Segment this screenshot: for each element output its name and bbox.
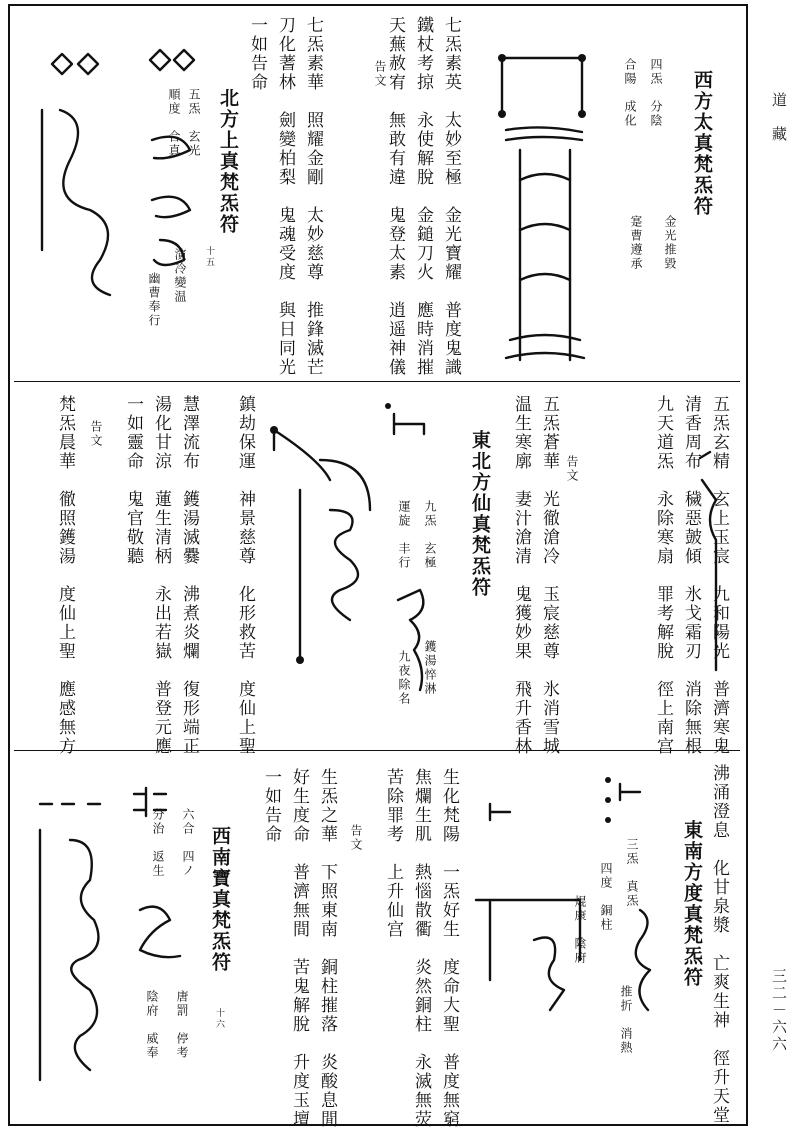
talisman-annotation: 演冷變温 <box>173 248 187 304</box>
talisman-annotation: 合陽 成化 <box>623 58 637 128</box>
page-number: 三二－六六 <box>770 968 788 1053</box>
gaowen-label: 告文 <box>565 455 579 483</box>
talisman-annotation: 九夜除名 <box>397 650 411 706</box>
verse-line: 生炁之華 下照東南 銅柱摧落 炎酸息閒 <box>317 768 337 1129</box>
talisman-glyph-southeast <box>600 770 670 1100</box>
section-divider-2 <box>14 750 740 751</box>
talisman-glyph-east-north-upper <box>380 400 440 700</box>
verse-line: 七炁素華 照耀金剛 太妙慈尊 推鋒滅芒 <box>303 16 323 377</box>
verse-line: 生化梵陽 一炁好生 度命大聖 普度無窮 <box>439 768 459 1129</box>
verse-line: 好生度命 普濟無間 苦鬼解脫 升度玉壇 <box>289 768 309 1129</box>
verse-line: 五炁玄精 玄上玉宸 九和陽光 普濟寒鬼 <box>709 395 729 756</box>
verse-line: 七炁素英 太妙至極 金光寶耀 普度鬼識 <box>441 16 461 377</box>
collection-label: 道 藏 <box>770 92 788 143</box>
gaowen-label: 告文 <box>89 420 103 448</box>
talisman-glyph-southwest <box>30 780 110 1110</box>
command-line: 一如靈命 鬼官敬聽 <box>123 395 143 566</box>
verse-line: 温生寒廓 妻汁滄清 鬼獲妙果 飛升香林 <box>511 395 531 756</box>
talisman-annotation: 五炁 玄光 <box>187 88 201 158</box>
page-mark: 十六 <box>214 1008 224 1030</box>
talisman-annotation: 三炁 真炁 <box>625 838 639 908</box>
verse-line: 天蕪赦宥 無敢有違 鬼登太素 逍遥神儀 <box>385 16 405 377</box>
talisman-glyph-east-north-small <box>694 440 724 680</box>
talisman-glyph-north-small <box>140 40 200 300</box>
talisman-annotation: 寔曹遵承 <box>629 215 643 271</box>
command-line: 一如告命 <box>247 16 267 92</box>
talisman-annotation: 順度 合真 <box>167 88 181 158</box>
verse-line: 九天道炁 永除寒扇 罪考解脫 徑上南宫 <box>653 395 673 756</box>
talisman-title-east-north: 東北方仙真梵炁符 <box>469 430 491 598</box>
talisman-glyph-west <box>490 40 600 370</box>
talisman-annotation: 金光推毀 <box>663 215 677 271</box>
verse-line: 梵炁晨華 徹照鑊湯 度仙上聖 應感無方 <box>55 395 75 756</box>
talisman-glyph-north <box>30 50 130 300</box>
verse-line: 焦爛生肌 熱惱散衢 炎然銅柱 永滅無荧 <box>411 768 431 1129</box>
verse-line: 刀化蓍林 劍變柏梨 鬼魂受度 與日同光 <box>275 16 295 377</box>
talisman-annotation: 四度 銅柱 <box>599 862 613 932</box>
talisman-title-north: 北方上真梵炁符 <box>217 88 239 235</box>
talisman-annotation: 陰府 威奉 <box>145 990 159 1060</box>
section-divider-1 <box>14 381 740 382</box>
talisman-annotation: 幽曹奉行 <box>147 272 161 328</box>
page-mark: 十五 <box>204 246 214 268</box>
talisman-title-west: 西方太真梵炁符 <box>691 70 713 217</box>
gaowen-label: 告文 <box>373 60 387 88</box>
verse-line: 苦除罪考 上升仙宫 <box>383 768 403 939</box>
talisman-annotation: 九炁 玄極 <box>423 500 437 570</box>
talisman-glyph-east-north <box>260 420 380 670</box>
talisman-glyph-southeast-large <box>470 790 590 1100</box>
talisman-annotation: 運旋 丰行 <box>397 500 411 570</box>
gaowen-label: 告文 <box>349 824 363 852</box>
talisman-title-southwest: 西南寶真梵炁符 <box>209 826 231 973</box>
talisman-glyph-southwest-small <box>120 780 200 980</box>
verse-line: 清香周布 穢惡皷傾 氷戈霜刃 消除無根 <box>681 395 701 756</box>
talisman-annotation: 分治 返生 <box>151 808 165 878</box>
verse-line: 鐵杖考掠 永使解脫 金鎚刀火 應時消摧 <box>413 16 433 377</box>
verse-line: 五炁蒼華 光徹滄冷 玉宸慈尊 氷消雪城 <box>539 395 559 756</box>
talisman-annotation: 唐罰 停考 <box>175 990 189 1060</box>
verse-line: 慧澤流布 鑊湯滅爨 沸煮炎爛 復形端正 <box>179 395 199 756</box>
verse-line: 沸涌澄息 化甘泉漿 亡爽生神 徑升天堂 <box>709 764 729 1125</box>
verse-line: 鎮劫保運 神景慈尊 化形救苦 度仙上聖 <box>235 395 255 756</box>
talisman-annotation: 鑊湯悴淋 <box>423 640 437 696</box>
talisman-annotation: 四炁 分陰 <box>649 58 663 128</box>
talisman-annotation: 推折 消熱 <box>619 985 633 1055</box>
talisman-annotation: 六合 四ノ <box>181 808 195 878</box>
command-line: 一如告命 <box>261 768 281 844</box>
talisman-annotation: 焜康 陰府 <box>573 895 587 965</box>
talisman-title-southeast: 東南方度真梵炁符 <box>681 820 703 988</box>
verse-line: 湯化甘涼 蓮生清柄 永出若嶽 普登元應 <box>151 395 171 756</box>
